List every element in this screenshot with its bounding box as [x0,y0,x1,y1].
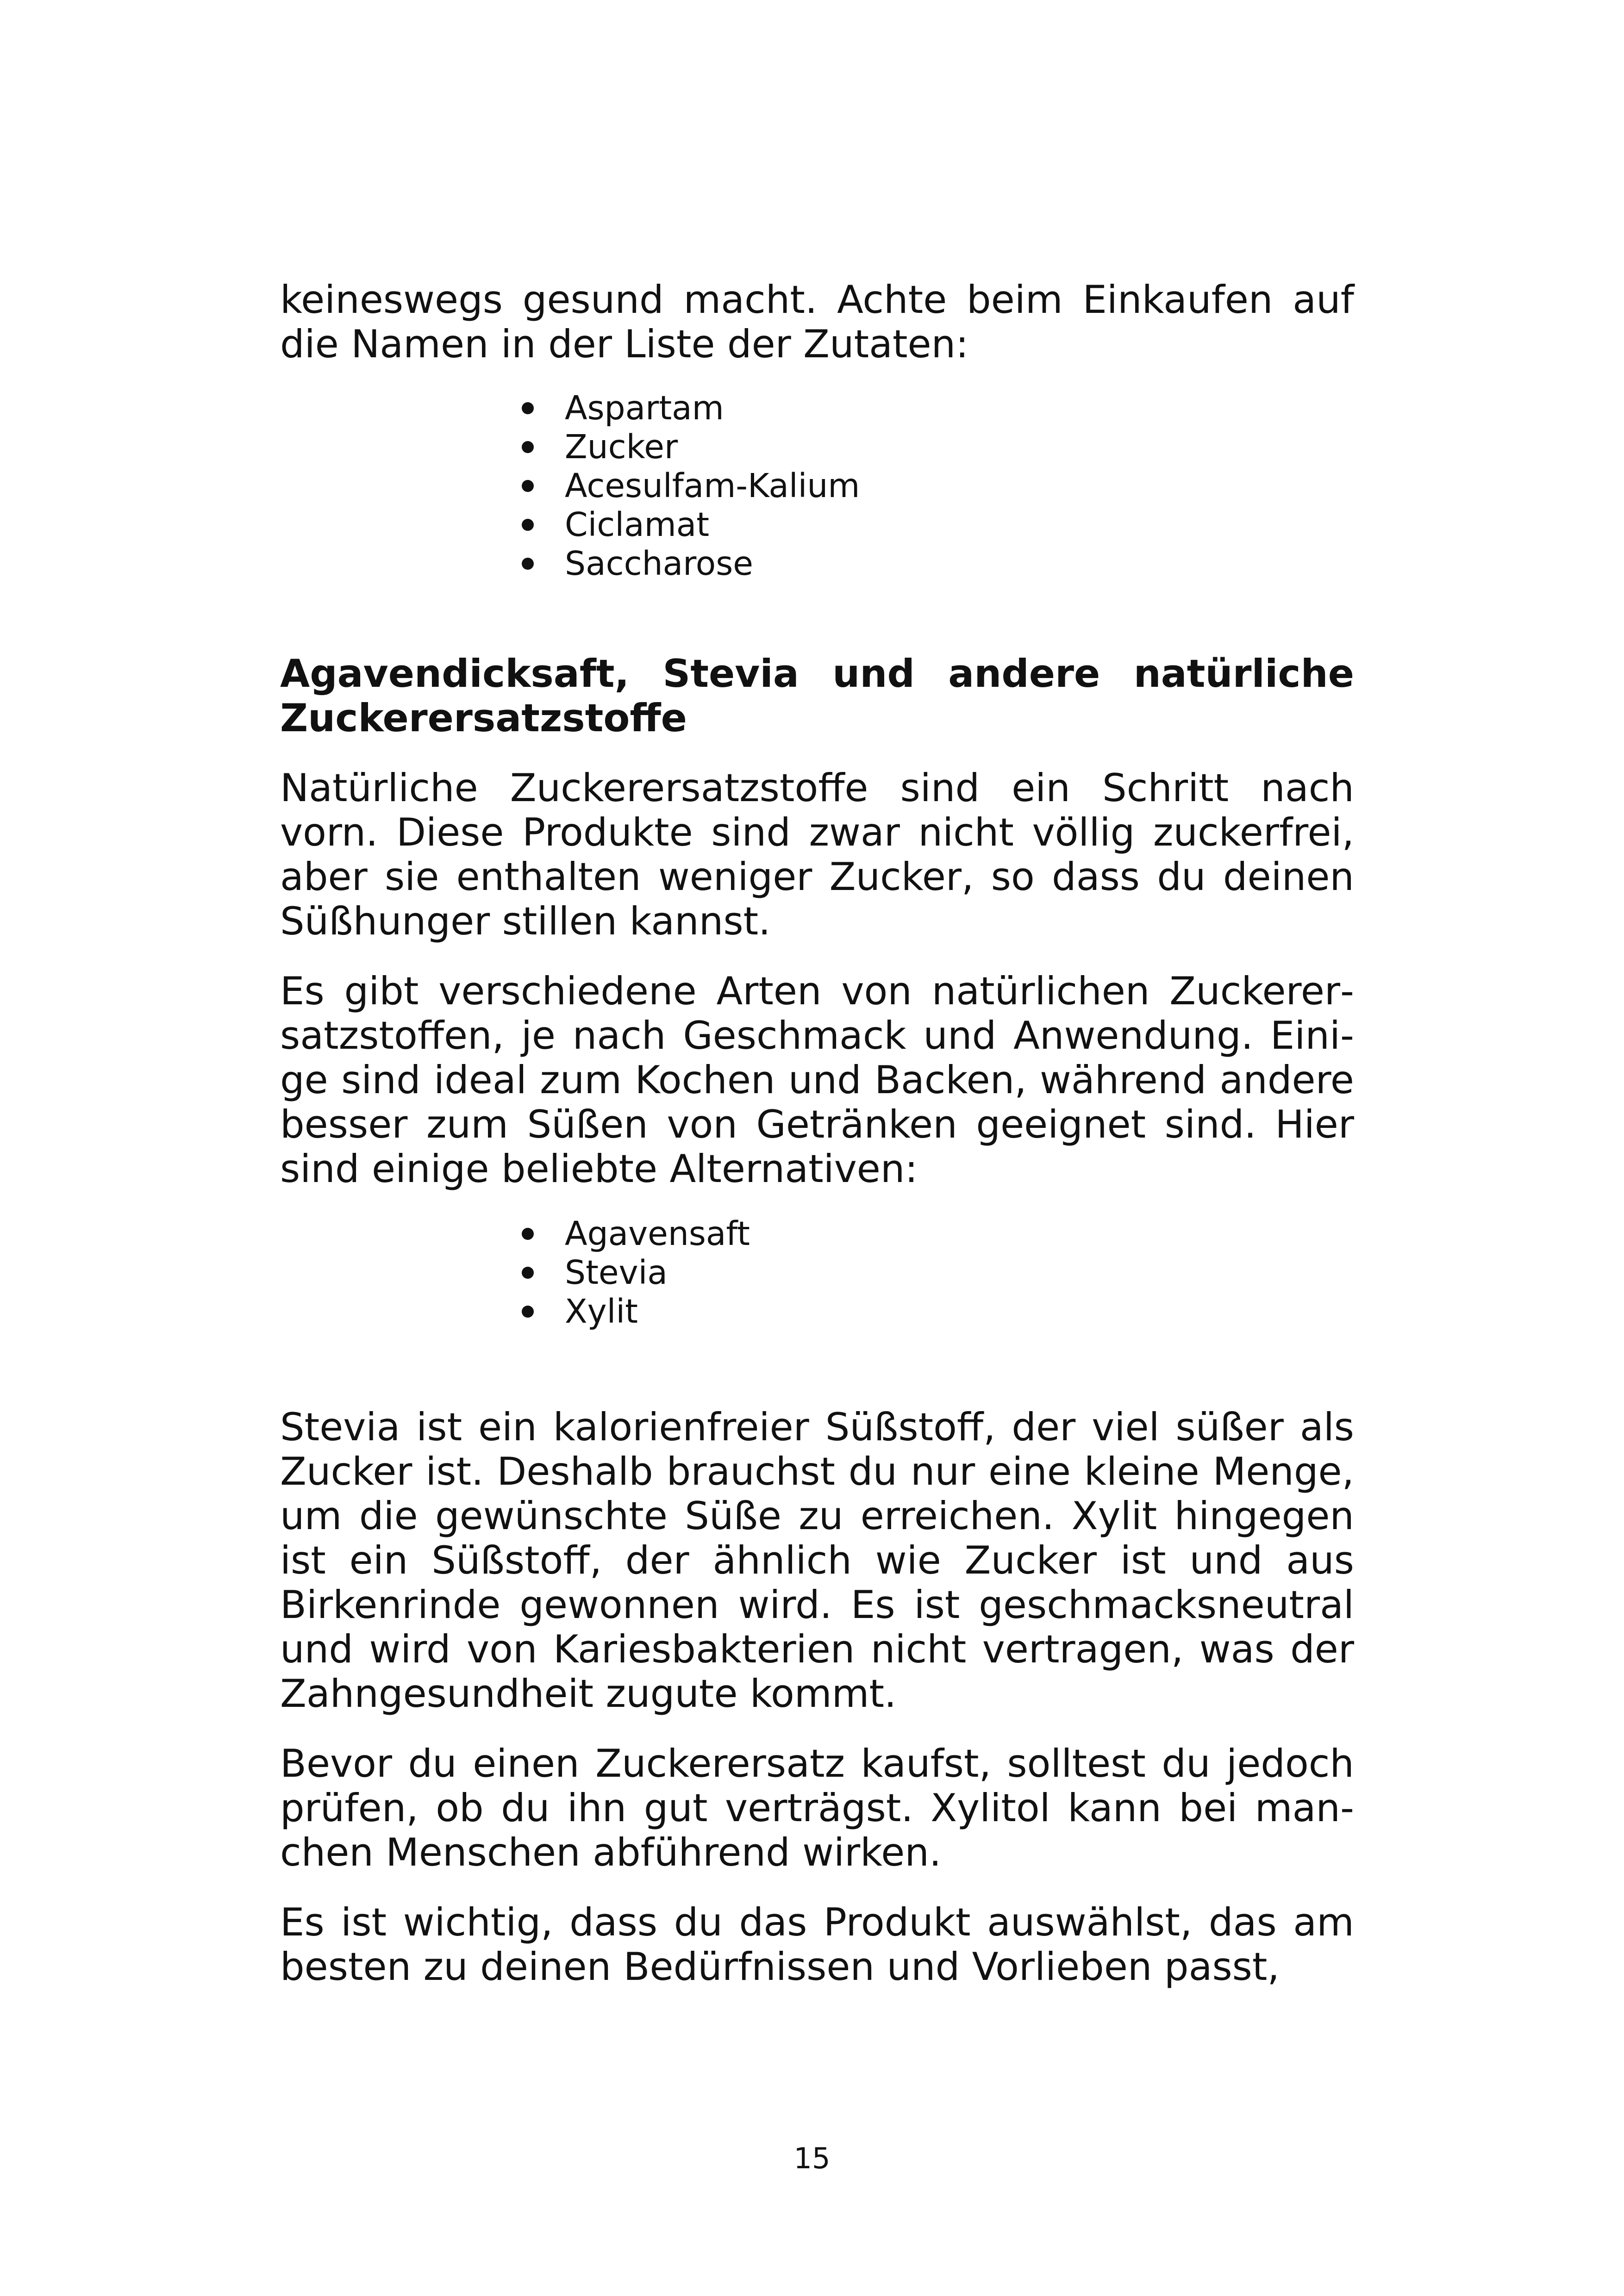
list-item [522,505,1354,544]
list-item [522,428,1354,467]
ingredient-name-list [280,389,1354,583]
list-item-label: Stevia [565,1253,668,1292]
list-item-label: Saccharose [565,544,753,583]
bullet-icon [522,402,534,414]
bullet-icon [522,1306,534,1318]
bullet-icon [522,1228,534,1240]
bullet-icon [522,519,534,531]
paragraph-stevia-xylit: Stevia ist ein kalorienfreier Süßstoff, der viel süßer als Zucker ist. Deshalb brauchst du nur eine kleine Menge, um die gewünschte Süße zu erreichen. Xylit hingegen ist ein Süßstoff, der ähnlich wie Zucker ist und aus Birkenrinde gewonnen wird. Es ist geschmacksneutral und wird von Kariesbakterien nicht vertragen, was der Zahngesundheit zugute kommt. [280,1405,1354,1716]
bullet-icon [522,441,534,453]
list-item-label: Xylit [565,1292,638,1331]
list-item-label: Agavensaft [565,1214,750,1253]
alternatives-list [280,1214,1354,1331]
section-heading: Agavendicksaft, Stevia und andere natürliche Zuckerersatzstoffe [280,651,1354,740]
paragraph-natural-sweeteners: Natürliche Zuckerersatzstoffe sind ein Schritt nach vorn. Diese Produkte sind zwar nicht völlig zuckerfrei, aber sie enthalten weniger Zucker, so dass du deinen Süßhunger stillen kannst. [280,765,1354,944]
list-item-label: Acesulfam-Kalium [565,467,860,505]
list-item-label: Zucker [565,428,678,466]
list-item [522,1214,1354,1253]
list-item [522,389,1354,428]
list-item-label: Ciclamat [565,505,710,544]
paragraph-tolerance-check: Bevor du einen Zuckerersatz kaufst, solltest du jedoch prüfen, ob du ihn gut verträgst. Xylitol kann bei manchen Menschen abführend wirken. [280,1741,1354,1875]
list-item-label: Aspartam [565,389,724,427]
list-item [522,467,1354,505]
paragraph-choose-product: Es ist wichtig, dass du das Produkt auswählst, das am besten zu deinen Bedürfnissen und Vorlieben passt, [280,1900,1354,1989]
list-item [522,1253,1354,1292]
paragraph-intro-continuation: keineswegs gesund macht. Achte beim Einkaufen auf die Namen in der Liste der Zutaten: [280,277,1354,367]
list-item [522,1292,1354,1331]
page-number: 15 [793,2141,831,2175]
list-item [522,544,1354,583]
bullet-icon [522,558,534,570]
bullet-icon [522,480,534,492]
paragraph-types-of-sweeteners: Es gibt verschiedene Arten von natürlichen Zuckerersatzstoffen, je nach Geschmack und Anwendung. Einige sind ideal zum Kochen und Backen, während andere besser zum Süßen von Getränken geeignet sind. Hier sind einige beliebte Alternativen: [280,969,1354,1191]
bullet-icon [522,1267,534,1279]
page-body [280,278,1354,1989]
